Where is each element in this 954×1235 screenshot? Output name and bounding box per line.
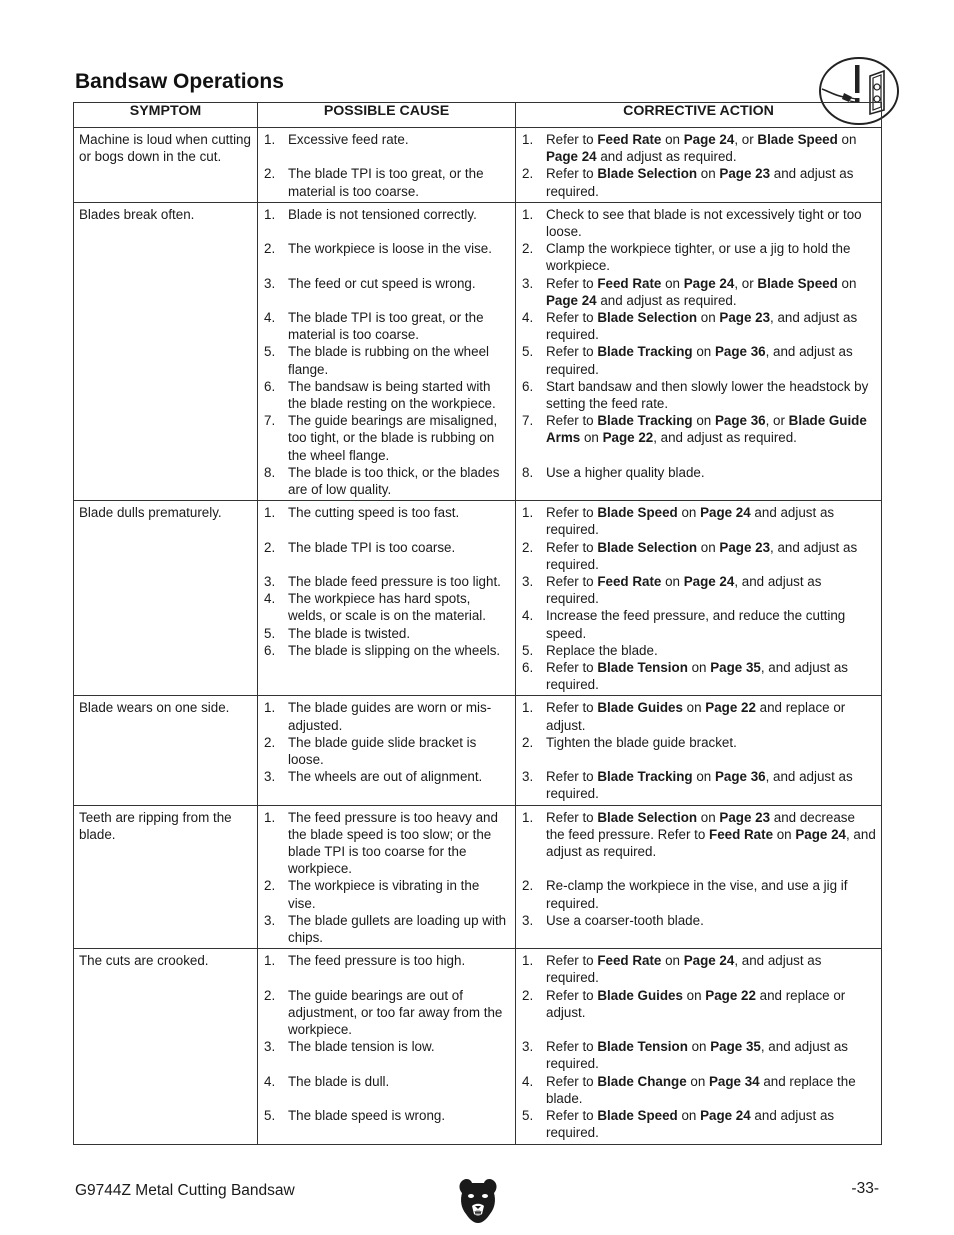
table-header-row xyxy=(74,103,882,128)
table-row xyxy=(74,501,882,696)
cause-item xyxy=(263,625,510,642)
cause-item-text: The blade guide slide bracket is loose. xyxy=(288,734,477,768)
action-item-text: Start bandsaw and then slowly lower the headstock by setting the feed rate. xyxy=(546,378,869,412)
corrective-action-cell xyxy=(516,696,882,805)
action-item-number: 5. xyxy=(522,642,534,658)
action-item xyxy=(521,659,876,693)
cause-item-text: The blade is too thick, or the blades are of low quality. xyxy=(288,464,500,498)
cause-item-text: The blade TPI is too great, or the material is too coarse. xyxy=(288,309,484,343)
cause-item-text: The workpiece is loose in the vise. xyxy=(288,241,492,257)
cause-item-number: 8. xyxy=(264,464,276,480)
action-item-number: 1. xyxy=(522,809,534,825)
action-item xyxy=(521,952,876,986)
action-item-text: Refer to Feed Rate on Page 24, or Blade Speed on Page 24 and adjust as required. xyxy=(546,275,857,308)
action-item-text: Refer to Blade Tracking on Page 36, and adjust as required. xyxy=(546,344,853,377)
action-item xyxy=(521,809,876,861)
symptom-cell: Teeth are ripping from the blade. xyxy=(74,805,258,949)
cause-item-number: 3. xyxy=(264,769,276,785)
action-list xyxy=(521,699,876,802)
header-symptom: SYMPTOM xyxy=(74,103,258,128)
bear-logo xyxy=(457,1176,499,1224)
cause-item-number: 1. xyxy=(264,206,276,222)
action-item-text: Refer to Blade Guides on Page 22 and replace or adjust. xyxy=(546,987,846,1020)
cause-item-number: 1. xyxy=(264,700,276,716)
action-item-text: Refer to Blade Tension on Page 35, and adjust as required. xyxy=(546,660,848,693)
action-item-number: 1. xyxy=(522,132,534,147)
action-item xyxy=(521,131,876,165)
action-item xyxy=(521,573,876,607)
action-item xyxy=(521,309,876,343)
action-item-text: Clamp the workpiece tighter, or use a jig to hold the workpiece. xyxy=(546,241,851,274)
cause-item xyxy=(263,131,510,148)
cause-item xyxy=(263,1073,510,1090)
cause-item-text: The blade gullets are loading up with chips. xyxy=(288,912,507,946)
cause-item-number: 2. xyxy=(264,987,276,1003)
action-item-number: 1. xyxy=(522,206,534,222)
page-number: -33- xyxy=(851,1180,879,1197)
action-item-text: Refer to Blade Selection on Page 23 and decrease the feed pressure. Refer to Feed Rate on Page 24, and adjust as required. xyxy=(546,809,876,860)
action-item-number: 2. xyxy=(522,734,534,750)
action-item-number: 3. xyxy=(522,1039,534,1055)
symptom-cell: Blade wears on one side. xyxy=(74,696,258,805)
cause-item xyxy=(263,378,510,412)
cause-item-text: The workpiece is vibrating in the vise. xyxy=(288,878,480,911)
cause-item-text: The feed pressure is too heavy and the blade speed is too slow; or the blade TPI is too coarse for the workpiece. xyxy=(288,809,498,877)
action-item xyxy=(521,464,876,481)
cause-item xyxy=(263,1107,510,1124)
cause-item-text: Blade is not tensioned correctly. xyxy=(288,206,477,222)
footer-model: G9744Z Metal Cutting Bandsaw xyxy=(75,1182,295,1199)
action-list xyxy=(521,131,876,200)
action-item xyxy=(521,768,876,802)
action-item-text: Refer to Blade Selection on Page 23, and adjust as required. xyxy=(546,539,858,572)
cause-item xyxy=(263,642,510,659)
action-item-text: Refer to Blade Tracking on Page 36, or Blade Guide Arms on Page 22, and adjust as required. xyxy=(546,413,867,446)
cause-item-text: The blade feed pressure is too light. xyxy=(288,574,501,589)
cause-item-number: 5. xyxy=(264,625,276,641)
action-item-number: 1. xyxy=(522,700,534,716)
cause-item xyxy=(263,464,510,498)
table-row xyxy=(74,696,882,805)
action-list xyxy=(521,809,876,929)
cause-item-number: 1. xyxy=(264,953,276,969)
table-row xyxy=(74,805,882,949)
action-item-number: 8. xyxy=(522,464,534,480)
action-item-number: 4. xyxy=(522,310,534,326)
action-item-text: Replace the blade. xyxy=(546,642,658,658)
possible-cause-cell xyxy=(258,805,516,949)
action-item-text: Use a higher quality blade. xyxy=(546,464,705,480)
action-item xyxy=(521,734,876,751)
action-item-text: Use a coarser-tooth blade. xyxy=(546,912,704,928)
cause-item-text: The feed or cut speed is wrong. xyxy=(288,275,476,291)
corrective-action-cell xyxy=(516,949,882,1144)
cause-item-text: The wheels are out of alignment. xyxy=(288,769,483,785)
cause-item-number: 5. xyxy=(264,1108,276,1124)
action-item-text: Refer to Feed Rate on Page 24, and adjust as required. xyxy=(546,574,822,607)
action-item-number: 6. xyxy=(522,660,534,676)
action-list xyxy=(521,952,876,1141)
cause-item-number: 2. xyxy=(264,166,276,182)
action-item-text: Refer to Feed Rate on Page 24, and adjust as required. xyxy=(546,953,822,986)
action-item xyxy=(521,275,876,309)
action-item-number: 2. xyxy=(522,987,534,1003)
cause-item-text: The feed pressure is too high. xyxy=(288,953,466,969)
action-item-text: Increase the feed pressure, and reduce the cutting speed. xyxy=(546,608,846,641)
action-item-text: Refer to Feed Rate on Page 24, or Blade Speed on Page 24 and adjust as required. xyxy=(546,132,857,165)
action-item xyxy=(521,912,876,929)
cause-item xyxy=(263,275,510,292)
cause-item-text: The workpiece has hard spots, welds, or scale is on the material. xyxy=(288,591,486,624)
action-item-text: Refer to Blade Selection on Page 23 and adjust as required. xyxy=(546,166,854,199)
action-item-number: 3. xyxy=(522,912,534,928)
cause-item-number: 3. xyxy=(264,1039,276,1055)
possible-cause-cell xyxy=(258,949,516,1144)
cause-item xyxy=(263,165,510,199)
cause-item xyxy=(263,952,510,969)
possible-cause-cell xyxy=(258,202,516,500)
action-item-number: 1. xyxy=(522,505,534,521)
cause-item-number: 2. xyxy=(264,539,276,555)
cause-item-text: The guide bearings are out of adjustment, or too far away from the workpiece. xyxy=(288,987,503,1038)
cause-item-number: 2. xyxy=(264,734,276,750)
cause-item-text: The blade is slipping on the wheels. xyxy=(288,642,501,658)
header-corrective-action: CORRECTIVE ACTION xyxy=(516,103,882,128)
action-item-number: 3. xyxy=(522,275,534,291)
possible-cause-cell xyxy=(258,696,516,805)
table-row xyxy=(74,949,882,1144)
corrective-action-cell xyxy=(516,202,882,500)
cause-item xyxy=(263,343,510,377)
cause-item-number: 4. xyxy=(264,591,276,607)
cause-item-number: 5. xyxy=(264,344,276,360)
header-possible-cause: POSSIBLE CAUSE xyxy=(258,103,516,128)
action-item-number: 2. xyxy=(522,878,534,894)
action-item xyxy=(521,607,876,641)
action-item-number: 5. xyxy=(522,344,534,360)
corrective-action-cell xyxy=(516,501,882,696)
action-item xyxy=(521,642,876,659)
cause-item-number: 3. xyxy=(264,912,276,928)
action-item xyxy=(521,378,876,412)
cause-item xyxy=(263,504,510,521)
action-item-number: 3. xyxy=(522,574,534,590)
cause-item-text: The guide bearings are misaligned, too tight, or the blade is rubbing on the wheel flange. xyxy=(288,413,498,463)
cause-item xyxy=(263,309,510,343)
cause-item xyxy=(263,1038,510,1055)
cause-item-number: 3. xyxy=(264,275,276,291)
page-title: Bandsaw Operations xyxy=(75,70,284,93)
cause-item-number: 2. xyxy=(264,878,276,894)
action-item-text: Refer to Blade Guides on Page 22 and replace or adjust. xyxy=(546,700,846,733)
action-item xyxy=(521,1107,876,1141)
table-row xyxy=(74,202,882,500)
cause-item-number: 1. xyxy=(264,505,276,521)
cause-item xyxy=(263,768,510,785)
cause-list xyxy=(263,952,510,1124)
action-list xyxy=(521,504,876,693)
table-row xyxy=(74,128,882,203)
action-item xyxy=(521,504,876,538)
cause-item-number: 1. xyxy=(264,132,276,147)
symptom-cell: The cuts are crooked. xyxy=(74,949,258,1144)
cause-item xyxy=(263,206,510,223)
cause-item xyxy=(263,734,510,768)
action-item-number: 7. xyxy=(522,413,534,429)
possible-cause-cell xyxy=(258,128,516,203)
cause-item-number: 6. xyxy=(264,642,276,658)
cause-list xyxy=(263,699,510,785)
action-item-number: 2. xyxy=(522,241,534,257)
cause-item-number: 4. xyxy=(264,309,276,325)
action-item-number: 2. xyxy=(522,539,534,555)
cause-list xyxy=(263,206,510,498)
cause-item xyxy=(263,809,510,878)
cause-item xyxy=(263,240,510,257)
action-item-number: 1. xyxy=(522,953,534,969)
cause-list xyxy=(263,504,510,659)
cause-list xyxy=(263,809,510,947)
symptom-cell: Blades break often. xyxy=(74,202,258,500)
cause-item-text: The blade TPI is too great, or the material is too coarse. xyxy=(288,166,484,199)
cause-item-text: The bandsaw is being started with the blade resting on the workpiece. xyxy=(288,378,496,411)
cause-item-text: The blade tension is low. xyxy=(288,1039,435,1055)
cause-item-number: 6. xyxy=(264,378,276,394)
symptom-cell: Blade dulls prematurely. xyxy=(74,501,258,696)
action-item xyxy=(521,343,876,377)
corrective-action-cell xyxy=(516,805,882,949)
action-item-text: Tighten the blade guide bracket. xyxy=(546,734,737,750)
action-item-number: 4. xyxy=(522,1073,534,1089)
cause-item-text: The blade speed is wrong. xyxy=(288,1108,446,1124)
cause-item xyxy=(263,590,510,624)
cause-list xyxy=(263,131,510,200)
cause-item-number: 3. xyxy=(264,574,276,589)
action-item xyxy=(521,699,876,733)
cause-item-text: Excessive feed rate. xyxy=(288,132,409,147)
cause-item-text: The blade guides are worn or mis-adjusted. xyxy=(288,700,492,733)
cause-item-text: The blade is dull. xyxy=(288,1073,390,1089)
action-item-text: Refer to Blade Speed on Page 24 and adjust as required. xyxy=(546,1108,835,1141)
cause-item xyxy=(263,987,510,1039)
cause-item xyxy=(263,699,510,733)
action-item xyxy=(521,412,876,446)
table-body xyxy=(74,128,882,1145)
action-item-number: 2. xyxy=(522,166,534,182)
action-item-text: Refer to Blade Tension on Page 35, and adjust as required. xyxy=(546,1039,848,1072)
action-item xyxy=(521,206,876,240)
troubleshooting-table xyxy=(73,102,882,1145)
cause-item-text: The blade is twisted. xyxy=(288,625,411,641)
action-item-text: Refer to Blade Tracking on Page 36, and adjust as required. xyxy=(546,769,853,802)
cause-item-number: 1. xyxy=(264,809,276,825)
cause-item-text: The cutting speed is too fast. xyxy=(288,505,460,521)
cause-item-number: 7. xyxy=(264,413,276,429)
action-item xyxy=(521,1073,876,1107)
action-item-text: Refer to Blade Speed on Page 24 and adjust as required. xyxy=(546,505,835,538)
cause-item xyxy=(263,412,510,464)
symptom-cell: Machine is loud when cutting or bogs down in the cut. xyxy=(74,128,258,203)
possible-cause-cell xyxy=(258,501,516,696)
cause-item-text: The blade is rubbing on the wheel flange. xyxy=(288,344,489,377)
cause-item-number: 4. xyxy=(264,1073,276,1089)
action-item xyxy=(521,877,876,911)
action-item-number: 4. xyxy=(522,608,534,624)
action-item xyxy=(521,240,876,274)
action-list xyxy=(521,206,876,481)
cause-item-number: 2. xyxy=(264,241,276,257)
action-item-number: 5. xyxy=(522,1108,534,1124)
action-item xyxy=(521,539,876,573)
corrective-action-cell xyxy=(516,128,882,203)
cause-item xyxy=(263,539,510,556)
action-item xyxy=(521,987,876,1021)
cause-item-text: The blade TPI is too coarse. xyxy=(288,539,456,555)
cause-item xyxy=(263,912,510,946)
action-item-text: Refer to Blade Change on Page 34 and replace the blade. xyxy=(546,1073,856,1106)
action-item xyxy=(521,1038,876,1072)
action-item-number: 3. xyxy=(522,769,534,785)
cause-item xyxy=(263,877,510,911)
action-item-text: Refer to Blade Selection on Page 23, and adjust as required. xyxy=(546,310,858,343)
action-item-number: 6. xyxy=(522,378,534,394)
action-item xyxy=(521,165,876,199)
action-item-text: Re-clamp the workpiece in the vise, and use a jig if required. xyxy=(546,878,848,911)
action-item-text: Check to see that blade is not excessively tight or too loose. xyxy=(546,206,862,240)
cause-item xyxy=(263,573,510,590)
